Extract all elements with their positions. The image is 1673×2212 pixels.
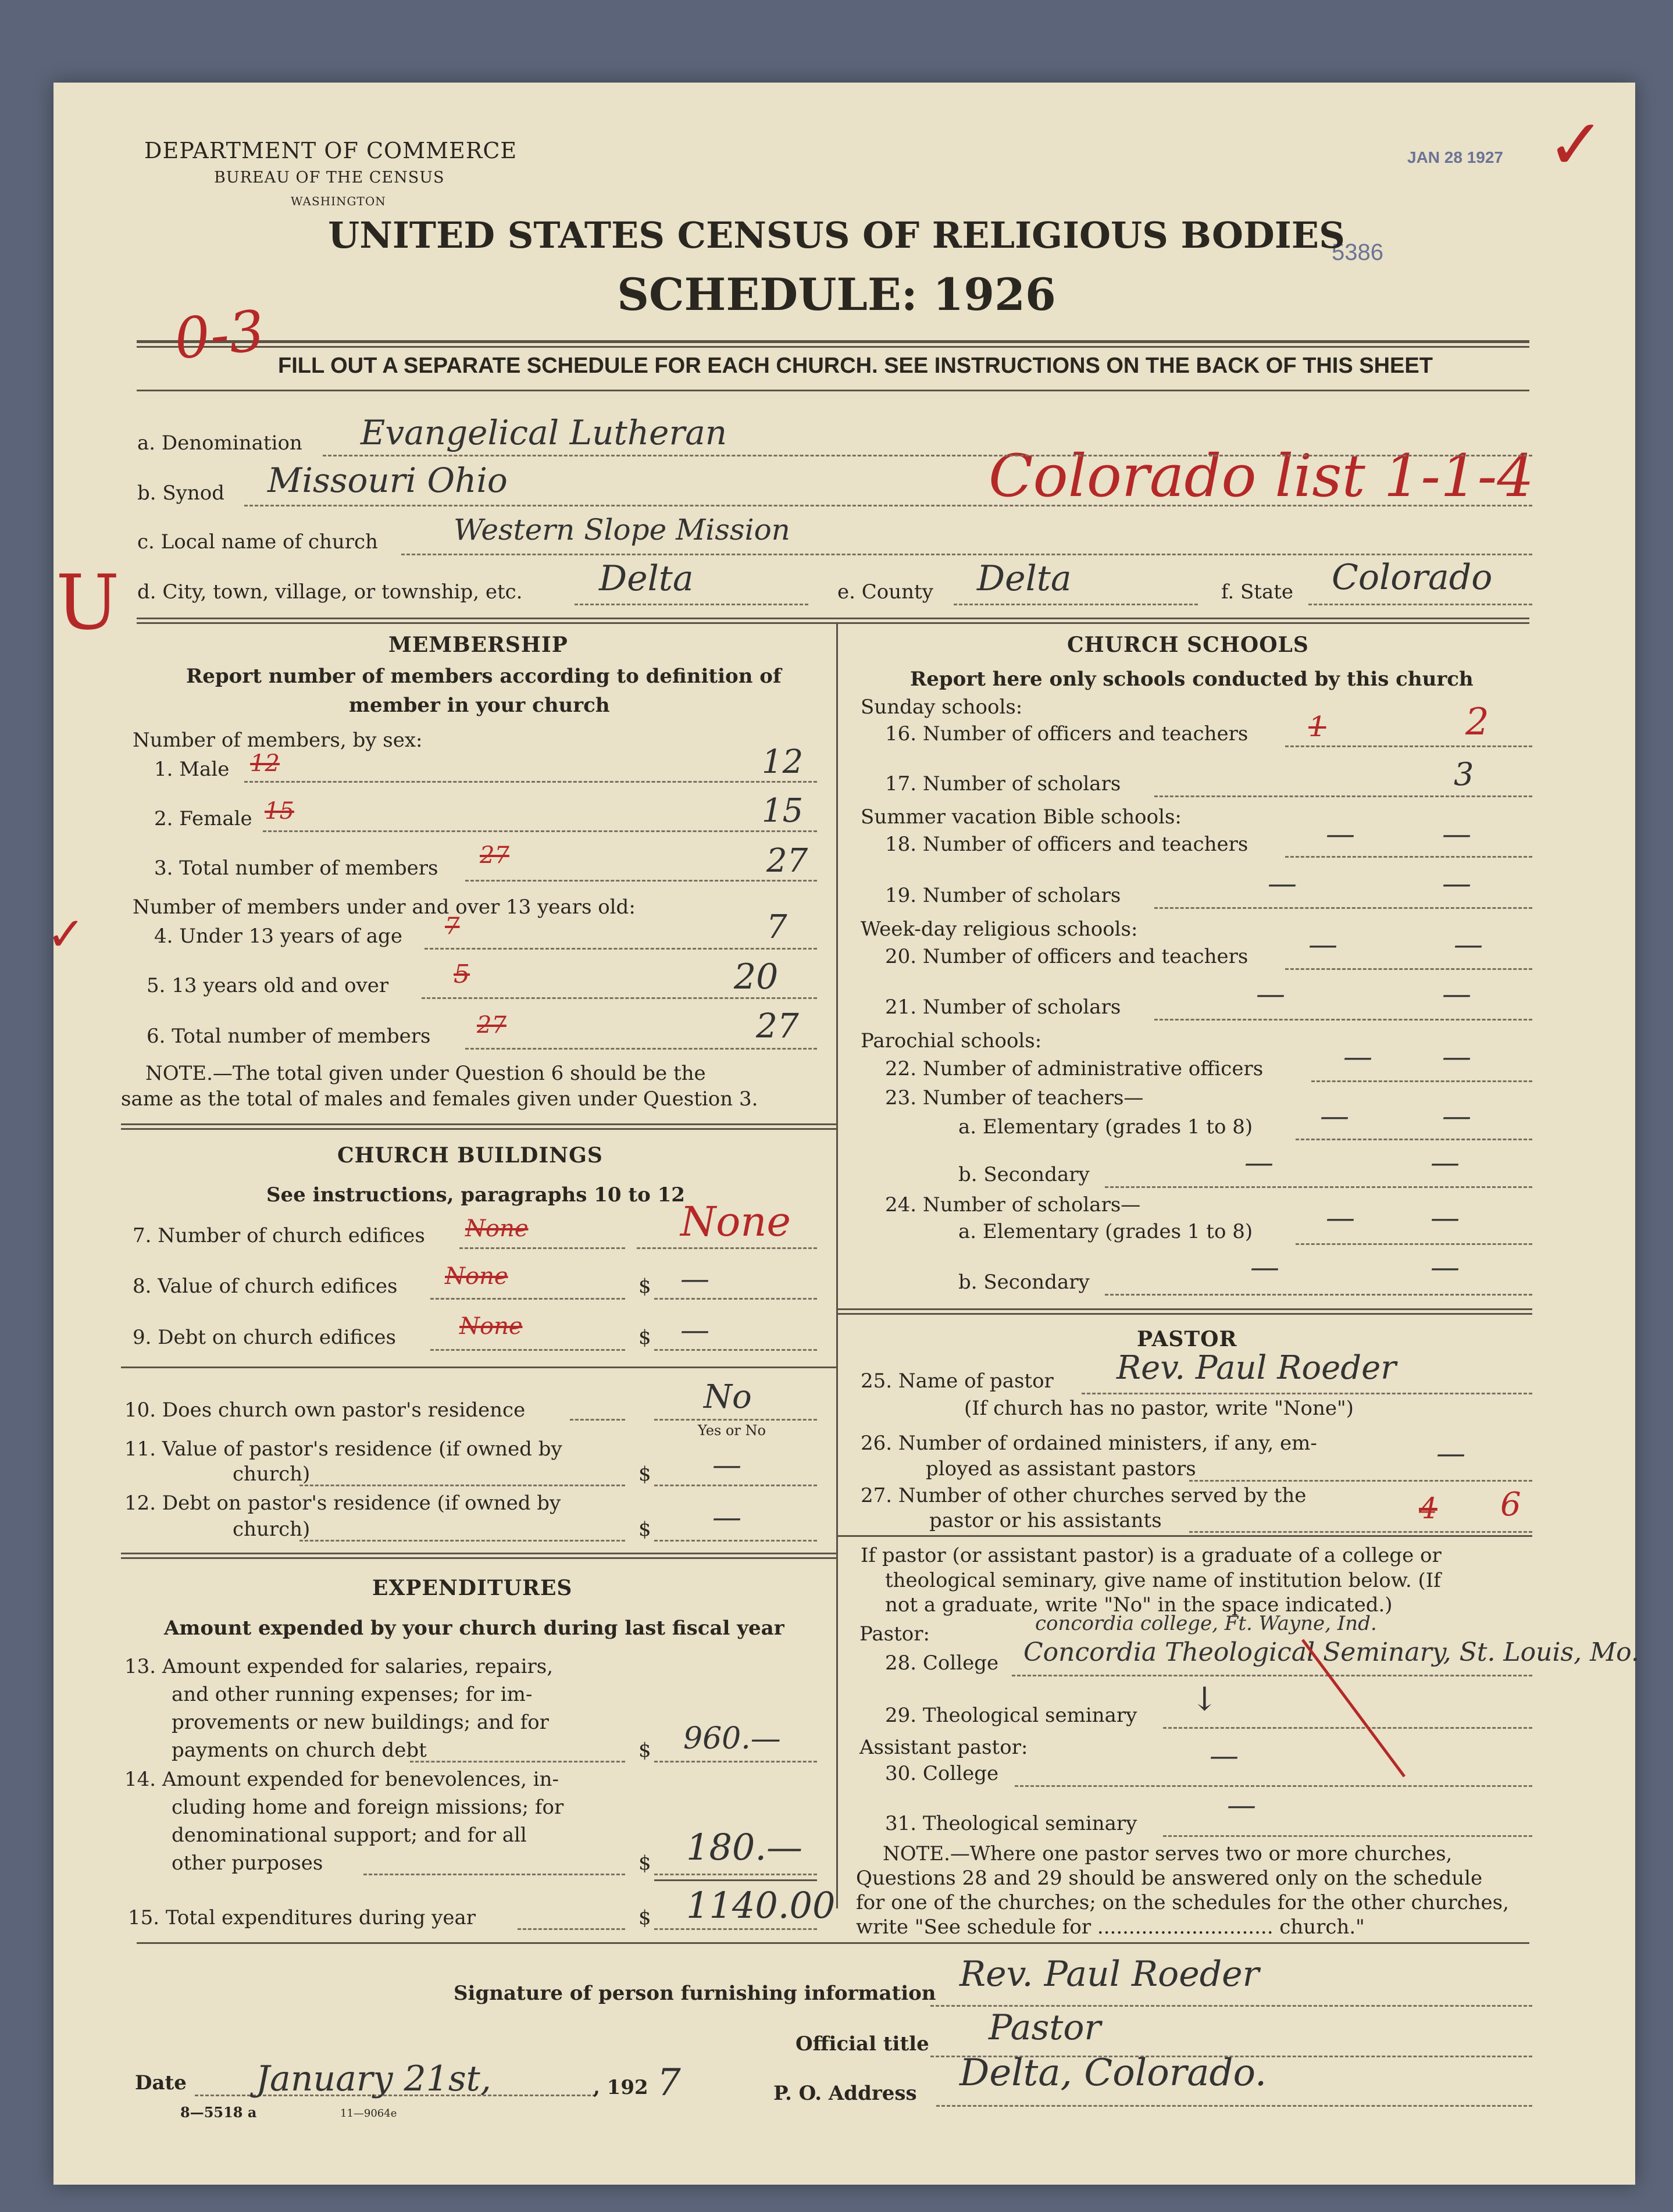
parochial-schools-label: Parochial schools: [861, 1029, 1042, 1053]
official-title-label: Official title [796, 2032, 929, 2056]
date-label: Date [135, 2071, 187, 2095]
q5-value[interactable]: 20 [734, 957, 779, 997]
q19-value-2: — [1442, 866, 1471, 900]
q24a-line [1296, 1243, 1532, 1245]
q12-label-2: church) [233, 1518, 311, 1541]
q1-value[interactable]: 12 [762, 743, 804, 781]
church-name-label: c. Local name of church [137, 530, 378, 554]
state-line [1308, 604, 1532, 605]
schools-intro: Report here only schools conducted by this church [910, 668, 1474, 691]
q17-label: 17. Number of scholars [885, 772, 1121, 795]
synod-line [244, 505, 1532, 506]
q23a-value[interactable]: — [1320, 1099, 1349, 1133]
schools-rule-2 [837, 1313, 1532, 1315]
denomination-line [323, 455, 1532, 456]
county-line [954, 604, 1198, 605]
q21-value[interactable]: — [1256, 977, 1285, 1011]
q9-value[interactable]: — [680, 1313, 709, 1347]
q10-line-a [570, 1419, 625, 1421]
expenditures-heading: EXPENDITURES [372, 1576, 573, 1600]
q14-dollar: $ [638, 1851, 651, 1875]
instruction-rule [137, 390, 1529, 391]
q13-label-2: and other running expenses; for im- [172, 1683, 533, 1706]
schedule-number-stamp: 5386 [1332, 240, 1383, 265]
date-value[interactable]: January 21st, [256, 2058, 491, 2099]
q3-value[interactable]: 27 [766, 842, 808, 880]
q4-label: 4. Under 13 years of age [154, 925, 402, 948]
state-value[interactable]: Colorado [1332, 557, 1493, 598]
membership-rule-2 [121, 1128, 836, 1130]
q24b-value[interactable]: — [1250, 1250, 1279, 1284]
q14-value[interactable]: 180.— [686, 1826, 803, 1868]
signature-label: Signature of person furnishing information [454, 1982, 936, 2005]
form-code: 11—9064e [340, 2107, 397, 2120]
q13-label-1: 13. Amount expended for salaries, repairs, [124, 1655, 554, 1678]
q13-line-b [654, 1761, 817, 1763]
q18-line [1285, 856, 1532, 858]
church-name-value[interactable]: Western Slope Mission [454, 513, 790, 547]
yes-no-caption: Yes or No [698, 1422, 766, 1439]
summer-schools-label: Summer vacation Bible schools: [861, 805, 1182, 829]
q27-line [1189, 1531, 1532, 1533]
department-name: DEPARTMENT OF COMMERCE [144, 138, 518, 163]
q24b-value-2: — [1431, 1250, 1460, 1284]
q16-line [1285, 745, 1532, 747]
q17-value[interactable]: 3 [1454, 756, 1474, 793]
q7-value[interactable]: None [680, 1198, 791, 1246]
q26-label-1: 26. Number of ordained ministers, if any, em- [861, 1432, 1317, 1455]
q27-struck-value: 4 [1419, 1492, 1437, 1525]
q2-value[interactable]: 15 [762, 792, 804, 830]
q23-label: 23. Number of teachers— [885, 1086, 1144, 1109]
pastor-rule [837, 1535, 1532, 1537]
q12-line-a [299, 1540, 625, 1542]
q22-value[interactable]: — [1343, 1040, 1372, 1073]
q3-label: 3. Total number of members [154, 857, 438, 880]
q16-value[interactable]: 2 [1465, 701, 1489, 744]
q21-line [1154, 1019, 1532, 1021]
church-name-line [401, 554, 1532, 555]
schools-heading: CHURCH SCHOOLS [1067, 633, 1309, 657]
q14-line-b [654, 1874, 817, 1875]
q26-value[interactable]: — [1436, 1436, 1465, 1470]
q15-dollar: $ [638, 1906, 651, 1929]
q9-dollar: $ [638, 1326, 651, 1349]
signature-line [930, 2005, 1532, 2007]
q16-struck-value: 1 [1308, 711, 1326, 743]
q9-line-a [430, 1349, 625, 1351]
membership-intro-1: Report number of members according to definition of [186, 665, 782, 688]
city-label: d. City, town, village, or township, etc. [137, 580, 523, 604]
q27-label-2: pastor or his assistants [929, 1509, 1162, 1532]
buildings-intro: See instructions, paragraphs 10 to 12 [266, 1183, 685, 1207]
q21-value-2: — [1442, 977, 1471, 1011]
q23a-line [1296, 1139, 1532, 1140]
q23a-label: a. Elementary (grades 1 to 8) [958, 1115, 1253, 1139]
q5-struck-value: 5 [454, 959, 470, 989]
expenditures-intro: Amount expended by your church during last fiscal year [164, 1617, 784, 1640]
q7-label: 7. Number of church edifices [133, 1224, 425, 1247]
q7-struck-value: None [465, 1215, 529, 1242]
po-address-value[interactable]: Delta, Colorado. [959, 2052, 1267, 2095]
q6-struck-value: 27 [477, 1012, 506, 1039]
q31-label: 31. Theological seminary [885, 1812, 1137, 1835]
review-check-mark: ✓ [1547, 105, 1606, 185]
q2-label: 2. Female [154, 807, 252, 830]
q24-label: 24. Number of scholars— [885, 1193, 1141, 1216]
q10-value[interactable]: No [704, 1378, 752, 1416]
q11-line-a [299, 1485, 625, 1486]
membership-rule [121, 1123, 836, 1125]
q3-line [465, 880, 817, 882]
state-label: f. State [1221, 580, 1293, 604]
q23b-line [1105, 1186, 1532, 1188]
q14-label-2: cluding home and foreign missions; for [172, 1796, 564, 1819]
q5-label: 5. 13 years old and over [147, 974, 389, 997]
form-title: UNITED STATES CENSUS OF RELIGIOUS BODIES [328, 214, 1345, 256]
received-date-stamp: JAN 28 1927 [1407, 148, 1504, 166]
q13-dollar: $ [638, 1739, 651, 1762]
state-list-annotation: Colorado list 1-1-4 [989, 442, 1535, 510]
county-value[interactable]: Delta [977, 558, 1072, 599]
q24b-label: b. Secondary [958, 1271, 1090, 1294]
q14-label-1: 14. Amount expended for benevolences, in- [124, 1768, 559, 1791]
q8-dollar: $ [638, 1275, 651, 1298]
q26-label-2: ployed as assistant pastors [926, 1457, 1196, 1480]
q2-line [263, 830, 817, 832]
buildings-heading: CHURCH BUILDINGS [337, 1143, 603, 1168]
q12-label-1: 12. Debt on pastor's residence (if owned by [124, 1492, 561, 1515]
graduate-instruction-1: If pastor (or assistant pastor) is a graduate of a college or [861, 1544, 1442, 1567]
city-value[interactable]: Delta [599, 558, 694, 599]
q1-label: 1. Male [154, 758, 230, 781]
q25-label: 25. Name of pastor [861, 1369, 1054, 1393]
q17-line [1154, 795, 1532, 797]
q28-college-above: concordia college, Ft. Wayne, Ind. [1035, 1612, 1377, 1635]
schools-rule [837, 1308, 1532, 1310]
q27-label-1: 27. Number of other churches served by the [861, 1484, 1307, 1507]
q9-label: 9. Debt on church edifices [133, 1326, 396, 1349]
bureau-name: BUREAU OF THE CENSUS [214, 169, 445, 187]
q16-label: 16. Number of officers and teachers [885, 722, 1248, 745]
footer-rule [137, 1942, 1529, 1944]
q23a-value-2: — [1442, 1099, 1471, 1133]
county-label: e. County [837, 580, 933, 604]
q11-line-b [654, 1485, 817, 1486]
q22-label: 22. Number of administrative officers [885, 1057, 1264, 1080]
q20-value[interactable]: — [1308, 927, 1337, 961]
q18-label: 18. Number of officers and teachers [885, 833, 1248, 856]
q10-line-b [654, 1419, 817, 1421]
q4-line [425, 948, 817, 950]
q11-value[interactable]: — [712, 1448, 741, 1482]
q25-line [1082, 1393, 1532, 1394]
po-address-label: P. O. Address [773, 2082, 917, 2105]
q27-value[interactable]: 6 [1500, 1486, 1521, 1524]
buildings-rule [121, 1367, 836, 1368]
q20-label: 20. Number of officers and teachers [885, 945, 1248, 968]
q23b-label: b. Secondary [958, 1163, 1090, 1186]
q13-line-a [410, 1761, 625, 1763]
q8-value[interactable]: — [680, 1262, 709, 1296]
po-address-line [936, 2105, 1532, 2107]
q9-line-b [654, 1349, 817, 1351]
q4-value[interactable]: 7 [766, 908, 787, 946]
q11-label-1: 11. Value of pastor's residence (if owned by [124, 1437, 562, 1461]
q31-value[interactable]: — [1227, 1788, 1256, 1822]
year-value[interactable]: 7 [657, 2061, 681, 2104]
expenditure-sum-rule [654, 1879, 817, 1881]
q9-struck-value: None [459, 1313, 523, 1340]
q5-line [422, 997, 817, 999]
q12-dollar: $ [638, 1518, 651, 1541]
q14-line-a [363, 1874, 625, 1875]
q25-value[interactable]: Rev. Paul Roeder [1116, 1349, 1397, 1387]
membership-intro-2: member in your church [349, 694, 610, 717]
separate-schedule-instruction: FILL OUT A SEPARATE SCHEDULE FOR EACH CHURCH. SEE INSTRUCTIONS ON THE BACK OF THIS SHEET [278, 354, 1433, 378]
q29-value[interactable]: ↓ [1191, 1681, 1218, 1718]
margin-annotation: U [56, 558, 120, 647]
q31-line [1163, 1835, 1532, 1837]
graduate-instruction-2: theological seminary, give name of institution below. (If [885, 1569, 1441, 1592]
q2-struck-value: 15 [265, 798, 294, 825]
form-number: 8—5518 a [180, 2104, 257, 2121]
q30-line [1015, 1785, 1532, 1787]
red-stroke-annotation [1297, 1634, 1413, 1785]
q15-line-a [518, 1928, 625, 1930]
q4-struck-value: 7 [445, 913, 460, 940]
q13-label-4: payments on church debt [172, 1739, 427, 1762]
schedule-title: SCHEDULE: 1926 [617, 269, 1056, 320]
q15-value[interactable]: 1140.00 [686, 1884, 836, 1926]
synod-value[interactable]: Missouri Ohio [267, 461, 508, 500]
q13-label-3: provements or new buildings; and for [172, 1711, 549, 1734]
q11-label-2: church) [233, 1462, 311, 1486]
q22-value-2: — [1442, 1040, 1471, 1073]
membership-heading: MEMBERSHIP [388, 633, 568, 657]
q24b-line [1105, 1294, 1532, 1296]
pastor-note-3: for one of the churches; on the schedules for the other churches, [856, 1891, 1509, 1914]
pastor-note-1: NOTE.—Where one pastor serves two or more churches, [883, 1842, 1453, 1865]
code-annotation: 0-3 [171, 298, 268, 372]
q1-line [244, 781, 817, 783]
membership-note-2: same as the total of males and females given under Question 3. [121, 1087, 758, 1111]
q8-label: 8. Value of church edifices [133, 1275, 398, 1298]
membership-check-mark: ✓ [47, 907, 86, 961]
buildings-rule-bottom-2 [121, 1557, 836, 1559]
q3-struck-value: 27 [480, 842, 509, 869]
q19-line [1154, 907, 1532, 909]
q14-label-3: denominational support; and for all [172, 1824, 527, 1847]
weekday-schools-label: Week-day religious schools: [861, 918, 1138, 941]
q23b-value[interactable]: — [1244, 1146, 1274, 1179]
q14-label-4: other purposes [172, 1851, 323, 1875]
q30-label: 30. College [885, 1762, 999, 1785]
q26-line [1189, 1480, 1532, 1482]
q7-line-a [459, 1247, 625, 1249]
q18-value[interactable]: — [1326, 817, 1355, 851]
q13-value[interactable]: 960.— [683, 1721, 781, 1756]
buildings-rule-bottom [121, 1553, 836, 1554]
q12-value[interactable]: — [712, 1500, 741, 1534]
pastor-note-4: write "See schedule for ............................ church." [856, 1915, 1365, 1939]
q20-line [1285, 968, 1532, 970]
pastor-education-label: Pastor: [859, 1622, 930, 1646]
official-title-value[interactable]: Pastor [989, 2007, 1101, 2048]
year-prefix: , 192 [593, 2076, 648, 2099]
header-rule-2 [137, 346, 1529, 348]
q6-line [465, 1048, 817, 1050]
denomination-label: a. Denomination [137, 431, 302, 455]
q30-value[interactable]: — [1210, 1739, 1239, 1772]
q6-label: 6. Total number of members [147, 1025, 431, 1048]
q23b-value-2: — [1431, 1146, 1460, 1179]
signature-value[interactable]: Rev. Paul Roeder [959, 1954, 1260, 1995]
q24a-value[interactable]: — [1326, 1201, 1355, 1235]
q25-note: (If church has no pastor, write "None") [964, 1397, 1354, 1420]
q10-label: 10. Does church own pastor's residence [124, 1398, 526, 1422]
members-by-sex-label: Number of members, by sex: [133, 729, 423, 752]
graduate-instruction-3: not a graduate, write "No" in the space indicated.) [885, 1593, 1393, 1617]
q21-label: 21. Number of scholars [885, 996, 1121, 1019]
membership-note-1: NOTE.—The total given under Question 6 should be the [145, 1062, 706, 1085]
city-line [575, 604, 808, 605]
q8-struck-value: None [445, 1263, 508, 1290]
q15-line-b [654, 1928, 817, 1930]
q12-line-b [654, 1540, 817, 1542]
q29-label: 29. Theological seminary [885, 1704, 1137, 1727]
city-name: WASHINGTON [291, 194, 386, 208]
q6-value[interactable]: 27 [756, 1006, 799, 1046]
q22-line [1311, 1080, 1532, 1082]
pastor-heading: PASTOR [1137, 1327, 1237, 1351]
q28-line [1012, 1675, 1532, 1676]
q7-line-b [637, 1247, 817, 1249]
q8-line-a [430, 1298, 625, 1300]
q1-struck-value: 12 [250, 750, 280, 777]
q11-dollar: $ [638, 1462, 651, 1486]
members-by-age-label: Number of members under and over 13 years old: [133, 895, 636, 919]
column-divider [836, 623, 838, 1908]
q18-value-2: — [1442, 817, 1471, 851]
q15-label: 15. Total expenditures during year [128, 1906, 476, 1929]
q24a-value-2: — [1431, 1201, 1460, 1235]
q28-label: 28. College [885, 1651, 999, 1675]
q28-value[interactable]: Concordia Theological Seminary, St. Louis, Mo. [1023, 1637, 1639, 1667]
q19-label: 19. Number of scholars [885, 884, 1121, 907]
sunday-schools-label: Sunday schools: [861, 695, 1023, 719]
assistant-education-label: Assistant pastor: [859, 1736, 1028, 1759]
header-rule [137, 340, 1529, 343]
denomination-value[interactable]: Evangelical Lutheran [361, 413, 727, 452]
q24a-label: a. Elementary (grades 1 to 8) [958, 1220, 1253, 1243]
q19-value[interactable]: — [1268, 866, 1297, 900]
pastor-note-2: Questions 28 and 29 should be answered only on the schedule [856, 1867, 1483, 1890]
identity-rule [137, 618, 1529, 619]
identity-rule-2 [137, 622, 1529, 624]
synod-label: b. Synod [137, 481, 225, 505]
q20-value-2: — [1454, 927, 1483, 961]
q8-line-b [654, 1298, 817, 1300]
